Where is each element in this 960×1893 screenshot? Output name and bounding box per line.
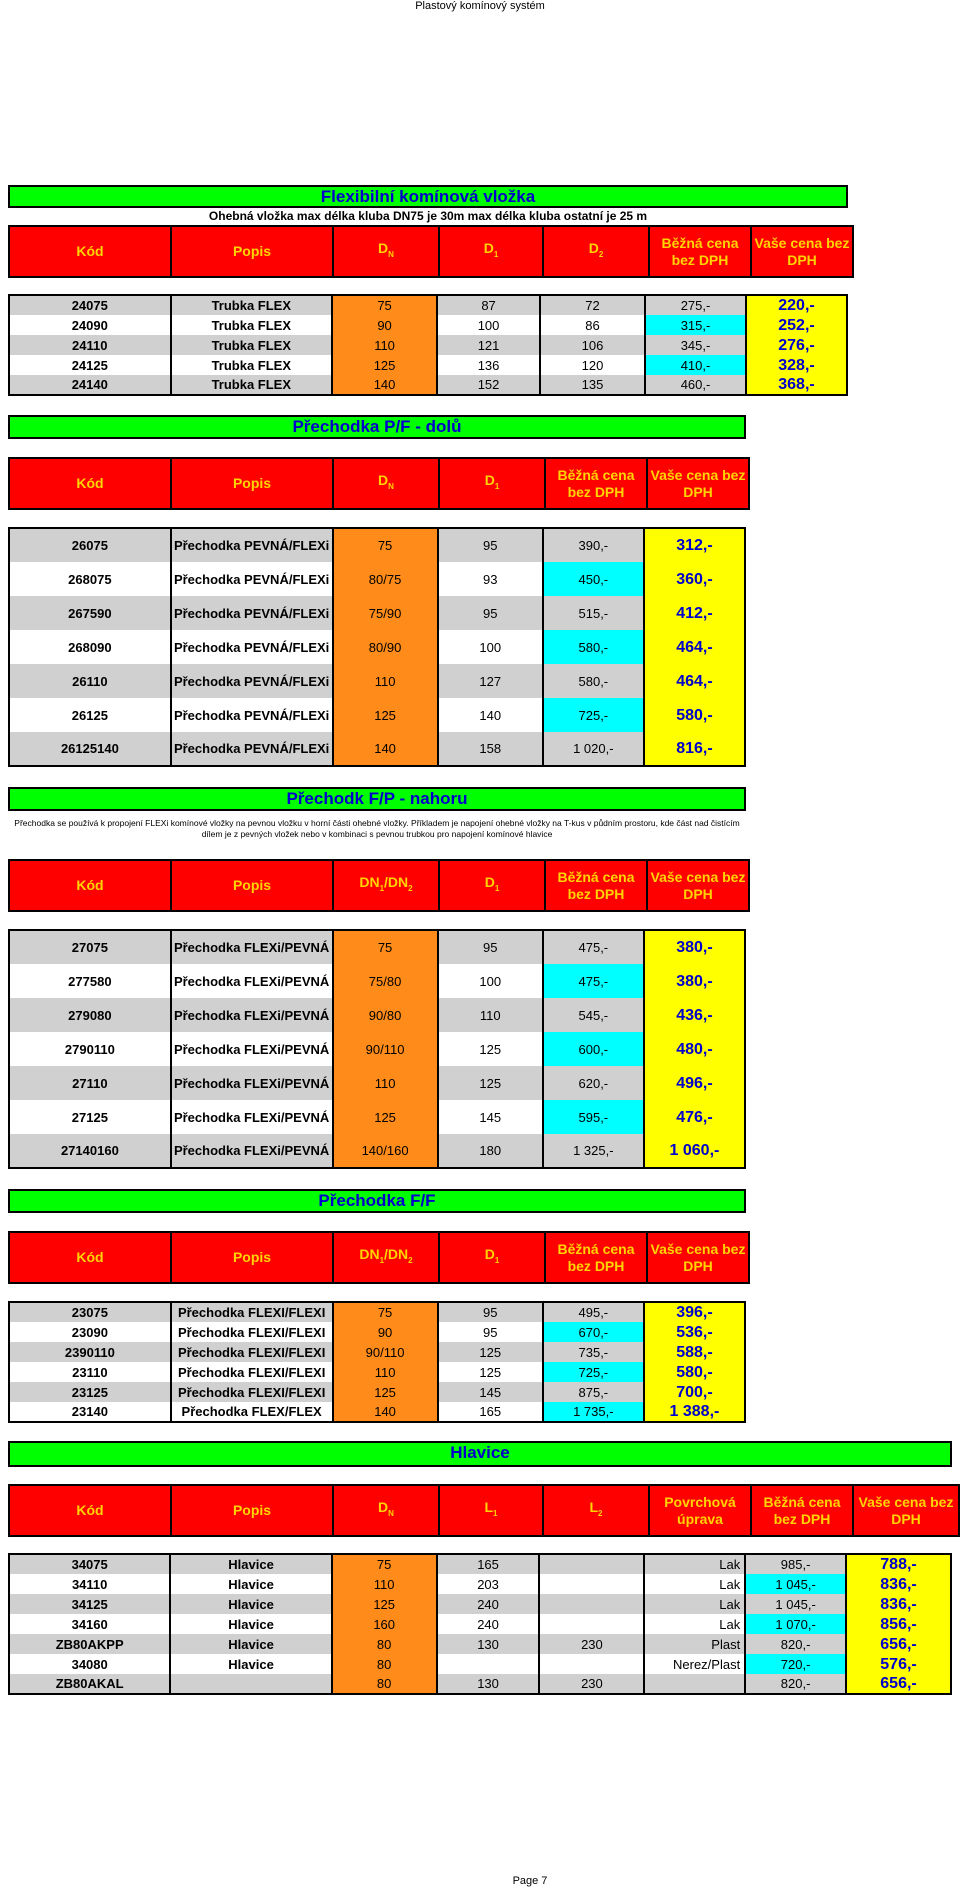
table-row: 2390110 Přechodka FLEXI/FLEXI 90/110 125 735,- 588,-: [9, 1342, 745, 1362]
table-row: 277580 Přechodka FLEXi/PEVNÁ 75/80 100 475,- 380,-: [9, 964, 745, 998]
table-row: 34080 Hlavice 80 Nerez/Plast 720,- 576,-: [9, 1654, 951, 1674]
header-row-hlavice: [8, 1484, 960, 1537]
data-table-hlavice: [8, 1553, 952, 1695]
col-bezna: Běžná cena bez DPH: [751, 1485, 853, 1536]
table-row: 23125 Přechodka FLEXI/FLEXI 125 145 875,- 700,-: [9, 1382, 745, 1402]
col-bezna: Běžná cena bez DPH: [545, 458, 647, 509]
col-d1: $D_1$: [439, 458, 545, 509]
col-dn: $DN_1/DN_2$: [333, 1232, 439, 1283]
col-d1: $D_1$: [439, 226, 543, 277]
table-row: 26125140 Přechodka PEVNÁ/FLEXi 140 158 1 020,- 816,-: [9, 732, 745, 766]
table-row: 27110 Přechodka FLEXi/PEVNÁ 110 125 620,- 496,-: [9, 1066, 745, 1100]
section-title-fp: Přechodk F/P - nahoru: [8, 787, 746, 811]
data-table-pf: [8, 527, 746, 767]
table-row: 24140 Trubka FLEX 140 152 135 460,- 368,-: [9, 375, 847, 395]
header-row-fp: [8, 859, 750, 912]
col-kod: Kód: [9, 458, 171, 509]
table-row: 26075 Přechodka PEVNÁ/FLEXi 75 95 390,- 312,-: [9, 528, 745, 562]
section-title-pf: Přechodka P/F - dolů: [8, 415, 746, 439]
col-l2: $L_2$: [543, 1485, 649, 1536]
table-row: 24110 Trubka FLEX 110 121 106 345,- 276,-: [9, 335, 847, 355]
col-d1: $D_1$: [439, 1232, 545, 1283]
col-vase: Vaše cena bez DPH: [853, 1485, 959, 1536]
section-subtitle-flex: Ohebná vložka max délka kluba DN75 je 30m max délka kluba ostatní je 25 m: [208, 209, 648, 223]
col-popis: Popis: [171, 1232, 333, 1283]
section-title-flex: Flexibilní komínová vložka: [8, 185, 848, 208]
col-popis: Popis: [171, 458, 333, 509]
col-popis: Popis: [171, 1485, 333, 1536]
data-table-ff: [8, 1301, 746, 1423]
col-popis: Popis: [171, 860, 333, 911]
col-dn: $D_N$: [333, 1485, 439, 1536]
header-row-pf: [8, 457, 750, 510]
table-row: 27075 Přechodka FLEXi/PEVNÁ 75 95 475,- 380,-: [9, 930, 745, 964]
table-row: 26110 Přechodka PEVNÁ/FLEXi 110 127 580,- 464,-: [9, 664, 745, 698]
table-row: 24075 Trubka FLEX 75 87 72 275,- 220,-: [9, 295, 847, 315]
col-kod: Kód: [9, 226, 171, 277]
header-row-flex: [8, 225, 854, 278]
col-d2: $D_2$: [543, 226, 649, 277]
col-bezna: Běžná cena bez DPH: [649, 226, 751, 277]
table-row: 279080 Přechodka FLEXi/PEVNÁ 90/80 110 545,- 436,-: [9, 998, 745, 1032]
table-row: ZB80AKPP Hlavice 80 130 230 Plast 820,- 656,-: [9, 1634, 951, 1654]
table-row: 24090 Trubka FLEX 90 100 86 315,- 252,-: [9, 315, 847, 335]
data-table-flex: [8, 294, 848, 396]
section-note-fp: Přechodka se používá k propojení FLEXi komínové vložky na pevnou vložku v horní části ohebné vložky. Příkladem je napojení ohebné vložky na T-kus v půdním prostoru, kde část nad čistícím dílem je z pevných vložek nebo v kombinaci s pevnou trubkou pro napojení komínové hlavice: [14, 818, 740, 839]
col-dn: $D_N$: [333, 458, 439, 509]
col-vase: Vaše cena bez DPH: [647, 458, 749, 509]
table-row: 268075 Přechodka PEVNÁ/FLEXi 80/75 93 450,- 360,-: [9, 562, 745, 596]
table-row: 267590 Přechodka PEVNÁ/FLEXi 75/90 95 515,- 412,-: [9, 596, 745, 630]
col-vase: Vaše cena bez DPH: [647, 860, 749, 911]
table-row: 34075 Hlavice 75 165 Lak 985,- 788,-: [9, 1554, 951, 1574]
col-d1: $D_1$: [439, 860, 545, 911]
page-footer: Page 7: [512, 1875, 548, 1887]
table-row: 24125 Trubka FLEX 125 136 120 410,- 328,-: [9, 355, 847, 375]
section-title-ff: Přechodka F/F: [8, 1189, 746, 1213]
col-l1: $L_1$: [439, 1485, 543, 1536]
data-table-fp: [8, 929, 746, 1169]
table-row: 27140160 Přechodka FLEXi/PEVNÁ 140/160 180 1 325,- 1 060,-: [9, 1134, 745, 1168]
table-row: 27125 Přechodka FLEXi/PEVNÁ 125 145 595,- 476,-: [9, 1100, 745, 1134]
col-popis: Popis: [171, 226, 333, 277]
table-row: 26125 Přechodka PEVNÁ/FLEXi 125 140 725,- 580,-: [9, 698, 745, 732]
col-kod: Kód: [9, 860, 171, 911]
col-bezna: Běžná cena bez DPH: [545, 1232, 647, 1283]
col-kod: Kód: [9, 1485, 171, 1536]
header-row-ff: [8, 1231, 750, 1284]
table-row: 268090 Přechodka PEVNÁ/FLEXi 80/90 100 580,- 464,-: [9, 630, 745, 664]
section-title-hlavice: Hlavice: [8, 1441, 952, 1467]
table-row: 23090 Přechodka FLEXI/FLEXI 90 95 670,- 536,-: [9, 1322, 745, 1342]
table-row: 23140 Přechodka FLEX/FLEX 140 165 1 735,- 1 388,-: [9, 1402, 745, 1422]
table-row: 23110 Přechodka FLEXI/FLEXI 110 125 725,- 580,-: [9, 1362, 745, 1382]
table-row: ZB80AKAL 80 130 230 820,- 656,-: [9, 1674, 951, 1694]
table-row: 34110 Hlavice 110 203 Lak 1 045,- 836,-: [9, 1574, 951, 1594]
col-dn: $D_N$: [333, 226, 439, 277]
page-header: Plastový komínový systém: [415, 0, 545, 12]
table-row: 34125 Hlavice 125 240 Lak 1 045,- 836,-: [9, 1594, 951, 1614]
col-kod: Kód: [9, 1232, 171, 1283]
table-row: 2790110 Přechodka FLEXi/PEVNÁ 90/110 125 600,- 480,-: [9, 1032, 745, 1066]
col-vase: Vaše cena bez DPH: [751, 226, 853, 277]
col-povrch: Povrchová úprava: [649, 1485, 751, 1536]
col-dn: $DN_1/DN_2$: [333, 860, 439, 911]
col-bezna: Běžná cena bez DPH: [545, 860, 647, 911]
table-row: 23075 Přechodka FLEXI/FLEXI 75 95 495,- 396,-: [9, 1302, 745, 1322]
col-vase: Vaše cena bez DPH: [647, 1232, 749, 1283]
table-row: 34160 Hlavice 160 240 Lak 1 070,- 856,-: [9, 1614, 951, 1634]
